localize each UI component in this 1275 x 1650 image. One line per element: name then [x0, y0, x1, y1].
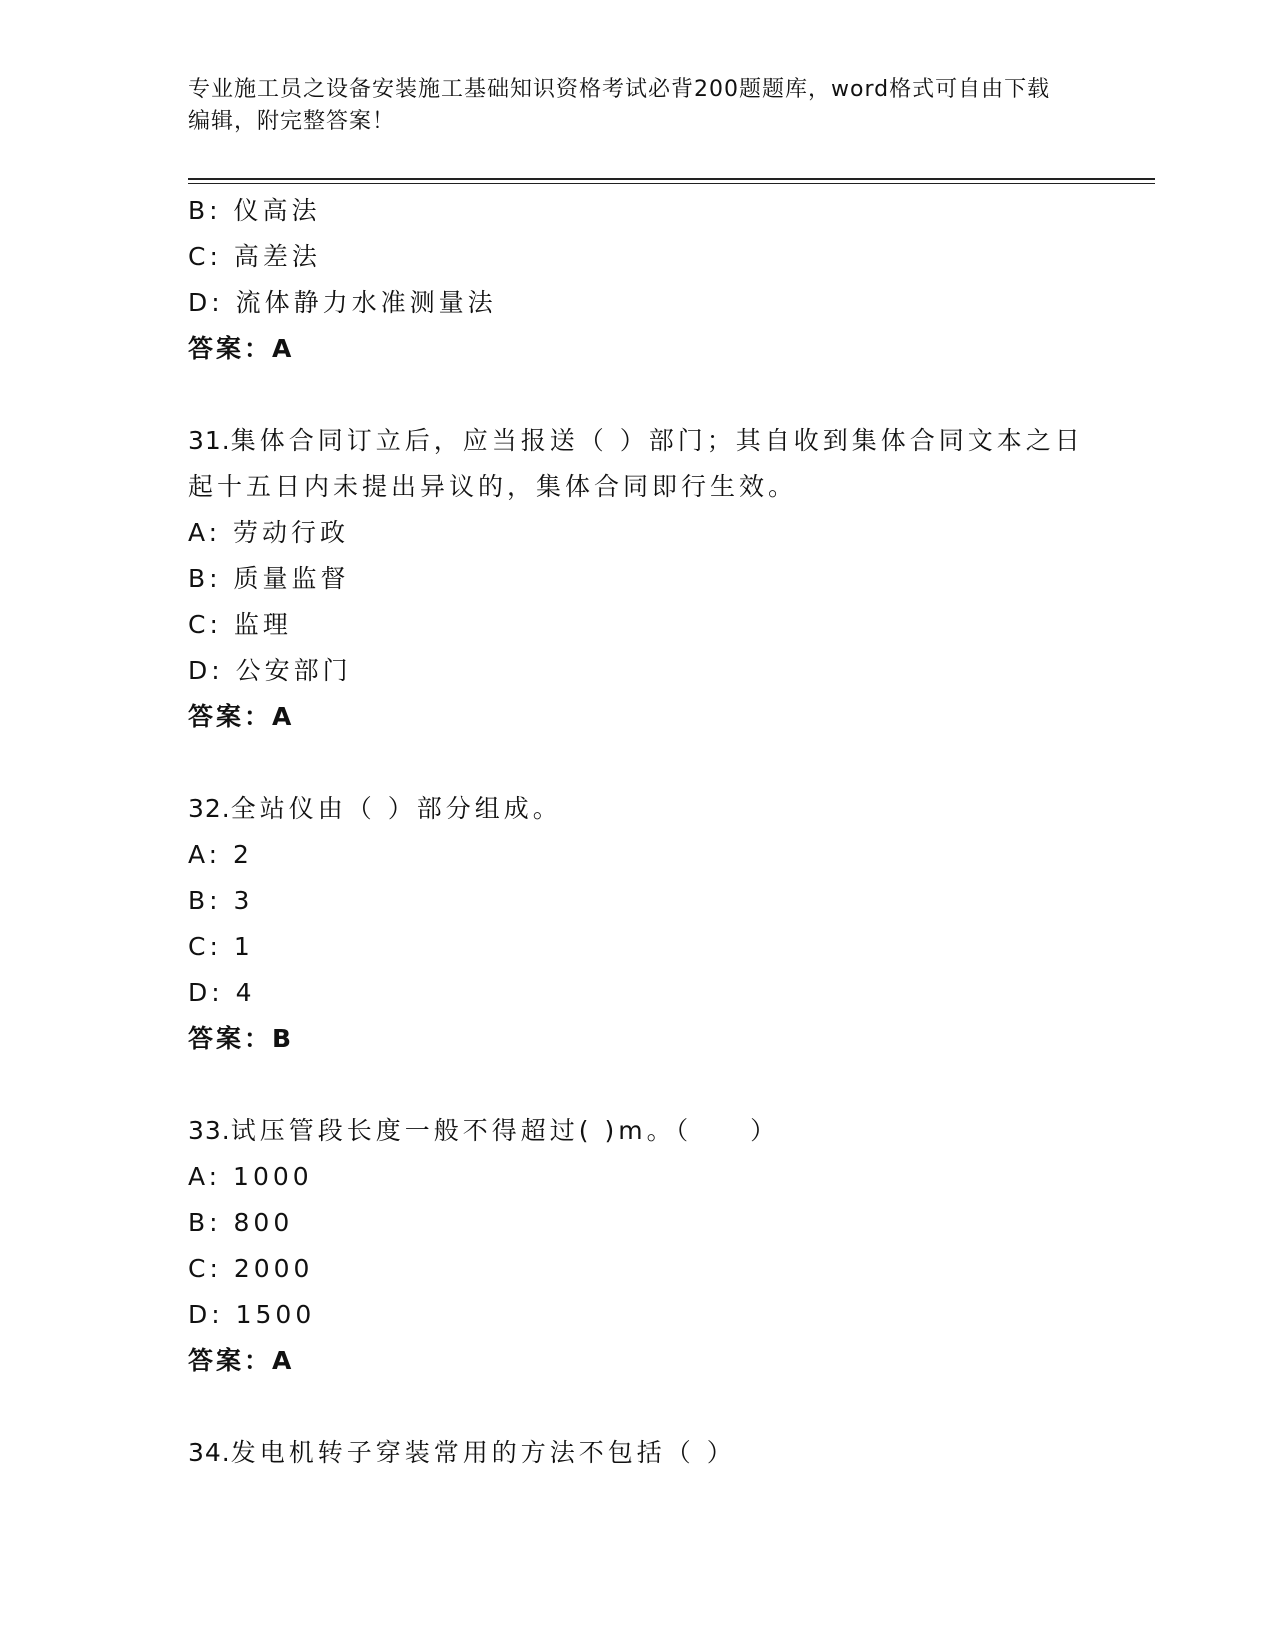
- question-number: 34.: [188, 1438, 231, 1467]
- question-stem: [188, 786, 1088, 832]
- spacer: [188, 1384, 1088, 1430]
- spacer: [188, 1062, 1088, 1108]
- question-33: [188, 1108, 1088, 1384]
- option-d: D: 4: [188, 978, 256, 1007]
- question-stem: [188, 1430, 1088, 1476]
- option-d: D: 流体静力水准测量法: [188, 288, 497, 317]
- option-b: B: 800: [188, 1208, 294, 1237]
- spacer: [188, 740, 1088, 786]
- option-b: B: 3: [188, 886, 254, 915]
- answer: 答案：A: [188, 1346, 295, 1375]
- answer: 答案：A: [188, 334, 295, 363]
- option-c: C: 监理: [188, 610, 292, 639]
- option-a: A: 劳动行政: [188, 518, 350, 547]
- option-a: A: 2: [188, 840, 253, 869]
- question-number: 33.: [188, 1116, 231, 1145]
- header-divider-thick: [188, 178, 1155, 180]
- question-31: [188, 418, 1088, 740]
- option-d: D: 1500: [188, 1300, 316, 1329]
- question-number: 32.: [188, 794, 231, 823]
- header-divider-thin: [188, 183, 1155, 184]
- option-c: C: 高差法: [188, 242, 321, 271]
- question-34: [188, 1430, 1088, 1476]
- option-a: A: 1000: [188, 1162, 313, 1191]
- question-stem: [188, 1108, 1088, 1154]
- option-b: B: 仪高法: [188, 196, 321, 225]
- question-number: 31.: [188, 426, 231, 455]
- answer: 答案：B: [188, 1024, 295, 1053]
- question-32: [188, 786, 1088, 1062]
- document-header: 专业施工员之设备安装施工基础知识资格考试必背200题题库，word格式可自由下载编辑，附完整答案！: [188, 77, 1051, 134]
- question-stem: [188, 418, 1088, 510]
- option-c: C: 2000: [188, 1254, 314, 1283]
- question-text: 试压管段长度一般不得超过( )m。（ ）: [230, 1116, 780, 1145]
- question-text: 发电机转子穿装常用的方法不包括（ ）: [230, 1438, 736, 1467]
- option-b: B: 质量监督: [188, 564, 350, 593]
- prev-question: [188, 188, 1088, 372]
- option-c: C: 1: [188, 932, 254, 961]
- option-d: D: 公安部门: [188, 656, 352, 685]
- question-list: [188, 188, 1088, 1476]
- question-text: 集体合同订立后，应当报送（ ）部门；其自收到集体合同文本之日起十五日内未提出异议的，集体合同即行生效。: [188, 426, 1084, 501]
- question-text: 全站仪由（ ）部分组成。: [230, 794, 562, 823]
- answer: 答案：A: [188, 702, 295, 731]
- spacer: [188, 372, 1088, 418]
